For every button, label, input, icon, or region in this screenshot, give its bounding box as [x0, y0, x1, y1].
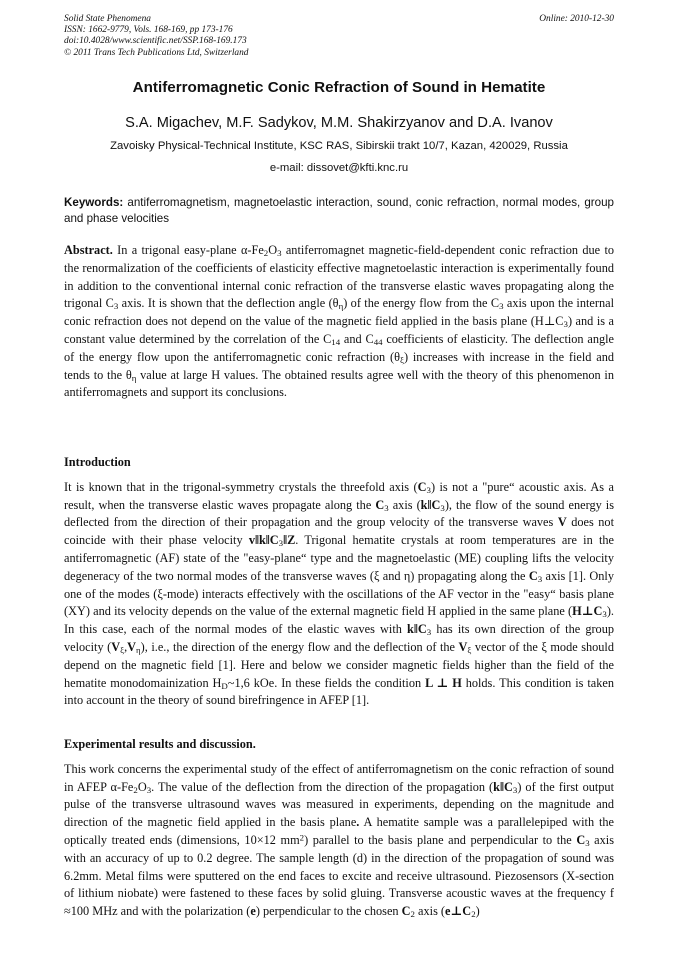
abstract-text: axis upon the internal conic refraction does not depend on the value of the magnetic field applied in the basis plane (H⊥C: [64, 296, 614, 329]
keywords-text: antiferromagnetism, magnetoelastic interaction, sound, conic refraction, normal modes, group and phase velocities: [64, 196, 614, 225]
subscript: 3: [537, 573, 543, 584]
paper-affiliation: Zavoisky Physical-Technical Institute, KSC RAS, Sibirskii trakt 10/7, Kazan, 420029, Russia: [110, 140, 568, 152]
subscript: η: [136, 645, 141, 656]
exp-text: ) of the first output pulse of the transverse ultrasound waves was measured in experiments, depending on the magnitude and direction of the magnetic field applied in the basis plane: [64, 779, 615, 830]
paper-authors: S.A. Migachev, M.F. Sadykov, M.M. Shakirzyanov and D.A. Ivanov: [125, 115, 553, 131]
contact-email[interactable]: e-mail: dissovet@kfti.knc.ru: [269, 162, 409, 174]
abstract-text: axis. It is shown that the deflection angle (θ: [118, 296, 339, 311]
keywords: [64, 195, 614, 227]
exp-bold: .: [356, 815, 360, 830]
journal-issn: ISSN: 1662-9779, Vols. 168-169, pp 173-176: [64, 25, 233, 36]
subscript: 3: [384, 502, 389, 513]
intro-text: holds. This condition is taken into account in the theory of sound birefringence in AFEP [1].: [64, 675, 614, 708]
subscript: ξ: [120, 645, 125, 656]
intro-bold: C: [417, 479, 427, 494]
exp-bold: e: [250, 904, 256, 919]
subscript: 2: [471, 909, 476, 920]
intro-text: ~1,6 kOe. In these fields the condition: [227, 675, 426, 690]
abstract-text: value at large H values. The obtained results agree well with the theory of this phenomenon in antiferromagnets and support its conclusions.: [64, 367, 614, 400]
intro-bold: V: [458, 639, 468, 654]
intro-bold: k‖C: [420, 497, 441, 512]
subscript: 3: [278, 538, 284, 549]
intro-bold: V: [557, 515, 567, 530]
exp-text: axis with an accuracy of up to 0.2 degree. The sample length (d) in the direction of the propagation of sound was 6.2mm. Metal films were sputtered on the end faces to excite and receive ultrasound. Piezosensors (X-section of lithium niobate) were fastened to these faces by solid gluing. Transverse acoustic waves at the frequency f ≈100 MHz and with the polarization (: [64, 832, 614, 919]
subscript: 2: [263, 248, 269, 259]
abstract-text: antiferromagnet magnetic-field-dependent conic refraction due to the renormalization of the coefficients of elasticity effective magnetoelastic interaction is experimentally found in addition to the conventional internal conic refraction of the transverse elastic waves propagating along the trigonal C: [64, 243, 615, 311]
intro-bold: k‖C: [407, 622, 427, 637]
subscript: 3: [146, 784, 152, 795]
subscript: 3: [440, 502, 445, 513]
abstract-text: ) and is a constant value determined by the correlation of the C: [64, 314, 614, 346]
intro-bold: V: [127, 639, 137, 654]
subscript: 3: [426, 485, 431, 495]
subscript: 2: [410, 909, 415, 920]
introduction-section: [64, 454, 614, 710]
intro-bold: L ⊥ H: [425, 675, 462, 690]
intro-text: . Trigonal hematite crystals at room temperatures are in the antiferromagnetic (AF) state of the "easy-plane“ type and the magnetoelastic (ME) coupling lifts the velocity degeneracy of the two normal modes of the transverse waves (ξ and η) propagating along the: [64, 533, 614, 583]
intro-text: axis (: [388, 497, 421, 512]
paper-title: Antiferromagnetic Conic Refraction of Sound in Hematite: [132, 79, 546, 96]
intro-text: vector of the ξ mode should depend on the magnetic field [1]. Here and below we consider magnetic fields higher than the field of the hematite monodomainization H: [64, 639, 614, 690]
exp-text: This work concerns the experimental study of the effect of antiferromagnetism on the conic refraction of sound in AFEP α-Fe: [64, 761, 614, 794]
exp-text: ) parallel to the basis plane and perpendicular to the: [304, 832, 577, 847]
intro-bold: ‖Z: [283, 533, 296, 548]
abstract-text: ) of the energy flow from the C: [343, 296, 500, 311]
intro-bold: H⊥C: [572, 604, 603, 619]
experimental-paragraph: [64, 761, 614, 921]
subscript: 3: [512, 784, 518, 795]
introduction-heading: Introduction: [64, 455, 131, 469]
subscript: η: [338, 301, 344, 312]
journal-doi: doi:10.4028/www.scientific.net/SSP.168-169.173: [64, 36, 247, 47]
abstract-text: and C: [340, 331, 374, 346]
exp-bold: e⊥C: [445, 904, 472, 919]
subscript: 14: [331, 337, 341, 348]
intro-text: ), i.e., the direction of the energy flow and the deflection of the: [140, 639, 459, 654]
subscript: 2: [133, 784, 138, 795]
abstract-paragraph: [64, 242, 614, 402]
intro-text: ,: [124, 639, 128, 654]
subscript: 3: [602, 609, 607, 620]
subscript: ξ: [467, 645, 472, 656]
subscript: 3: [499, 301, 504, 312]
abstract-text: coefficients of elasticity. The deflection angle of the energy flow upon the antiferromagnetic conic refraction (θ: [64, 331, 615, 364]
subscript: D: [221, 680, 228, 691]
intro-text: has its own direction of the group velocity (: [64, 622, 615, 654]
intro-bold: C: [375, 497, 385, 512]
exp-text: . The value of the deflection from the direction of the propagation (: [151, 779, 494, 794]
abstract: [64, 242, 614, 402]
abstract-text: O: [268, 243, 278, 257]
intro-text: axis [1]. Only one of the modes (ξ-mode) interacts effectively with the oscillations of the AF vector in the "easy“ basis plane (XY) and its velocity depends on the value of the external magnetic field H applied in the same plane (: [64, 568, 614, 619]
subscript: η: [131, 372, 137, 383]
journal-header: [64, 14, 614, 59]
exp-text: ) perpendicular to the chosen: [255, 904, 402, 919]
exp-text: ): [475, 904, 480, 919]
keywords-label: Keywords:: [64, 196, 124, 209]
intro-bold: C: [528, 568, 538, 583]
abstract-text: In a trigonal easy-plane α-Fe: [117, 243, 264, 257]
introduction-paragraph: [64, 479, 614, 710]
abstract-text: ) increases with increase in the field and tends to the θ: [64, 349, 614, 382]
intro-text: ), the flow of the sound energy is deflected from the direction of their propagation and the group velocity of the transverse waves: [64, 497, 614, 530]
subscript: 3: [277, 248, 282, 259]
experimental-heading: Experimental results and discussion.: [64, 737, 256, 751]
journal-copyright: © 2011 Trans Tech Publications Ltd, Switzerland: [64, 47, 249, 58]
experimental-section: [64, 736, 614, 921]
intro-text: ). In this case, each of the normal modes of the elastic waves with: [64, 604, 614, 637]
online-date: Online: 2010-12-30: [539, 14, 614, 24]
abstract-label: Abstract.: [64, 243, 113, 257]
subscript: 3: [563, 319, 568, 330]
exp-bold: C: [401, 904, 411, 919]
intro-bold: v‖k‖C: [248, 533, 279, 548]
intro-text: It is known that in the trigonal-symmetry crystals the threefold axis (: [64, 479, 418, 494]
journal-name: Solid State Phenomena: [64, 14, 151, 24]
intro-text: does not coincide with their phase velocity: [64, 515, 614, 548]
exp-text: O: [137, 779, 147, 794]
exp-bold: C: [576, 832, 586, 847]
intro-bold: V: [111, 639, 121, 654]
exp-text: A hematite sample was a parallelepiped with the optically treated ends (dimensions, 10×12 mm: [64, 815, 614, 847]
intro-text: ) is not a "pure“ acoustic axis. As a result, when the transverse elastic waves propagate along the: [64, 479, 614, 512]
subscript: ξ: [400, 354, 404, 365]
subscript: 3: [585, 838, 590, 849]
subscript: 3: [113, 301, 119, 312]
subscript: 3: [426, 627, 432, 638]
exp-text: axis (: [414, 904, 446, 919]
subscript: 44: [373, 337, 383, 348]
exp-bold: k‖C: [493, 779, 513, 794]
superscript: 2: [299, 832, 305, 843]
